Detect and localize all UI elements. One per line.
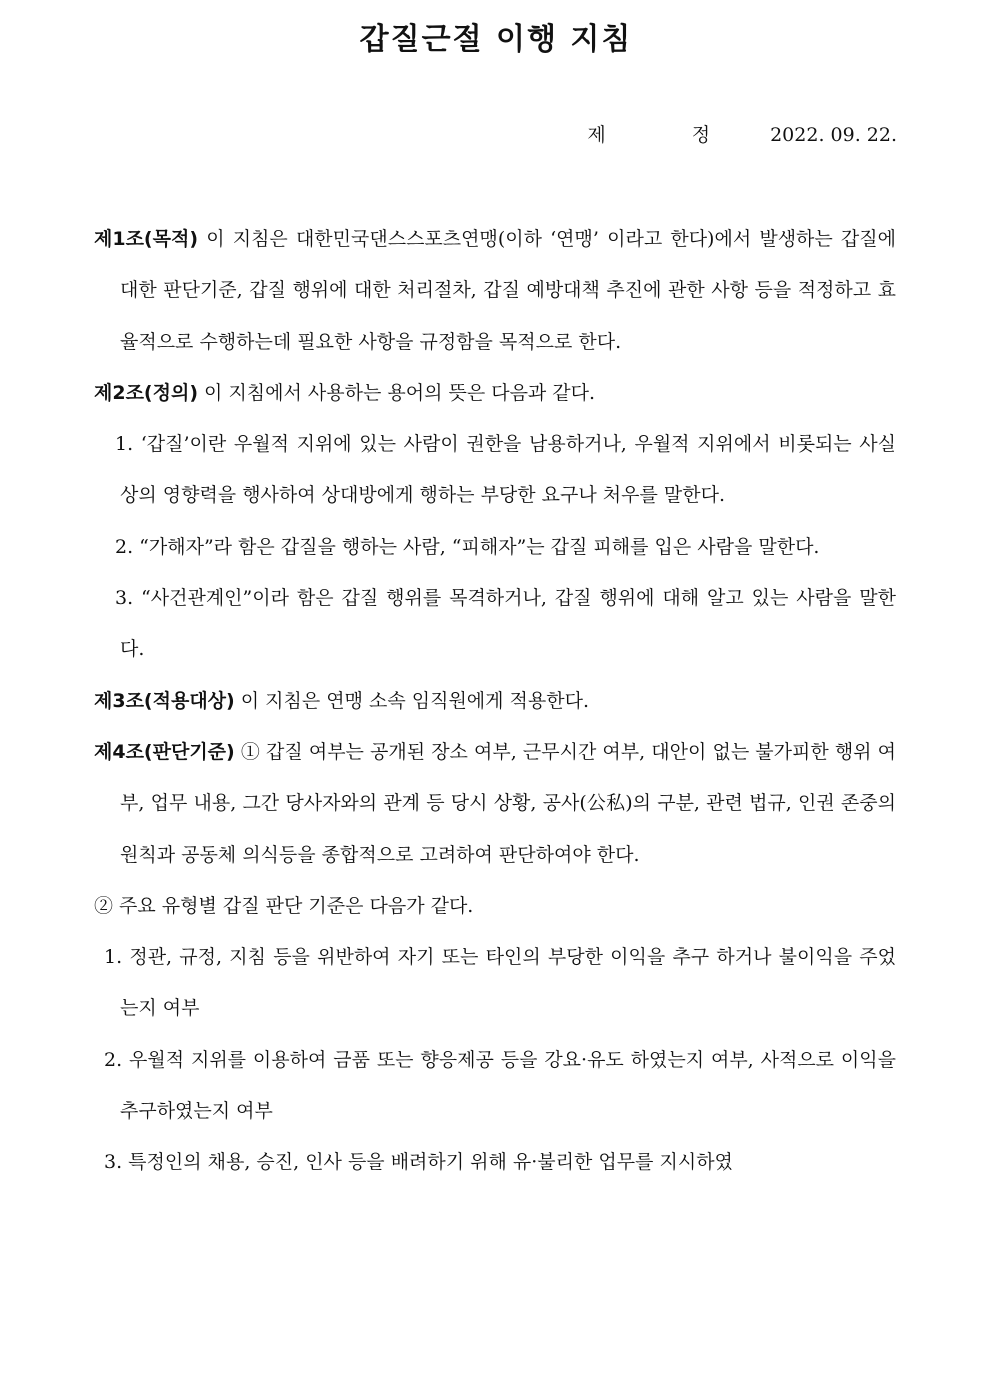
enactment-label: 제 정 (587, 124, 751, 146)
article-text: 이 지침에서 사용하는 용어의 뜻은 다음과 같다. (198, 381, 596, 404)
article-3 (94, 676, 896, 727)
document-body (94, 214, 896, 1189)
enactment-line (587, 120, 897, 147)
article-text: 이 지침은 대한민국댄스스포츠연맹(이하 ‘연맹’ 이라고 한다)에서 발생하는 갑질에 대한 판단기준, 갑질 행위에 대한 처리절차, 갑질 예방대책 추진에 관한 사항 등을 적정하고 효율적으로 수행하는데 필요한 사항을 규정함을 목적으로 한다. (120, 228, 896, 353)
article-heading: 제3조(적용대상) (94, 689, 235, 712)
list-item: 1. 정관, 규정, 지침 등을 위반하여 자기 또는 타인의 부당한 이익을 추구 하거나 불이익을 주었는지 여부 (104, 946, 896, 1020)
list-item: 1. ‘갑질’이란 우월적 지위에 있는 사람이 권한을 남용하거나, 우월적 지위에서 비롯되는 사실상의 영향력을 행사하여 상대방에게 행하는 부당한 요구나 처우를 말한다. (115, 433, 896, 507)
article-heading: 제2조(정의) (94, 381, 199, 404)
list-item: 3. “사건관계인”이라 함은 갑질 행위를 목격하거나, 갑질 행위에 대해 알고 있는 사람을 말한다. (115, 587, 896, 661)
list-item: 3. 특정인의 채용, 승진, 인사 등을 배려하기 위해 유·불리한 업무를 지시하였 (104, 1151, 733, 1174)
article-heading: 제4조(판단기준) (94, 740, 235, 763)
enactment-date: 2022. 09. 22. (770, 124, 897, 146)
list-item: 2. “가해자”라 함은 갑질을 행하는 사람, “피해자”는 갑질 피해를 입은 사람을 말한다. (115, 535, 820, 558)
article-text: 이 지침은 연맹 소속 임직원에게 적용한다. (234, 689, 590, 712)
article-1 (94, 214, 896, 368)
article-2 (94, 368, 896, 419)
document-title: 갑질근절 이행 지침 (359, 22, 633, 57)
article-4 (94, 727, 896, 881)
list-item: 2. 우월적 지위를 이용하여 금품 또는 향응제공 등을 강요·유도 하였는지 여부, 사적으로 이익을 추구하였는지 여부 (104, 1048, 896, 1123)
paragraph-2: ② 주요 유형별 갑질 판단 기준은 다음가 같다. (94, 894, 474, 917)
article-heading: 제1조(목적) (94, 228, 199, 250)
article-text: ① 갑질 여부는 공개된 장소 여부, 근무시간 여부, 대안이 없는 불가피한 행위 여부, 업무 내용, 그간 당사자와의 관계 등 당시 상황, 공사(公私)의 구분, 관련 법규, 인권 존중의 원칙과 공동체 의식등을 종합적으로 고려하여 판단하여야 한다. (120, 740, 896, 866)
